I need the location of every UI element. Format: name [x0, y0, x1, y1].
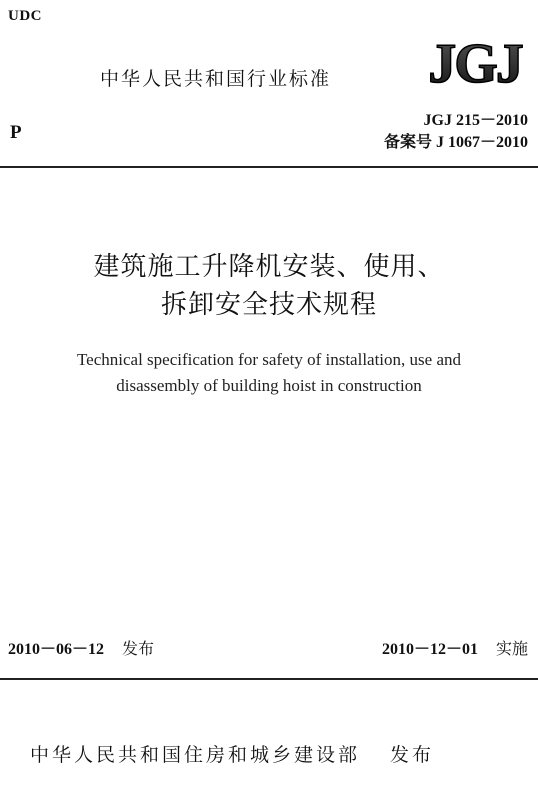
jgj-logo-text: JGJ: [428, 33, 522, 90]
top-divider: [0, 166, 538, 168]
title-cn-line1: 建筑施工升降机安装、使用、: [93, 252, 445, 282]
implement-date-block: [382, 636, 528, 659]
standard-number: JGJ 215－2010: [423, 112, 528, 129]
title-cn: [0, 248, 538, 324]
issue-date: 2010－06－12: [8, 641, 105, 658]
title-en: [0, 347, 538, 399]
bottom-divider: [0, 678, 538, 680]
publisher-name: 中华人民共和国住房和城乡建设部: [30, 744, 361, 766]
standard-type: 中华人民共和国行业标准: [100, 68, 332, 90]
issue-date-block: [8, 636, 154, 659]
jgj-logo: [420, 32, 530, 90]
issue-label: 发布: [122, 639, 155, 658]
title-en-line2: disassembly of building hoist in construction: [116, 376, 422, 395]
publish-label: 发布: [390, 744, 435, 766]
publisher-block: [30, 740, 434, 767]
implement-date: 2010－12－01: [381, 641, 478, 658]
filing-number: 备案号 J 1067－2010: [383, 134, 528, 151]
standard-number-block: [384, 110, 528, 154]
title-en-line1: Technical specification for safety of installation, use and: [76, 350, 461, 369]
title-cn-line2: 拆卸安全技术规程: [160, 290, 377, 320]
udc-label: UDC: [8, 8, 42, 24]
category-code: P: [10, 122, 22, 143]
implement-label: 实施: [495, 639, 528, 658]
